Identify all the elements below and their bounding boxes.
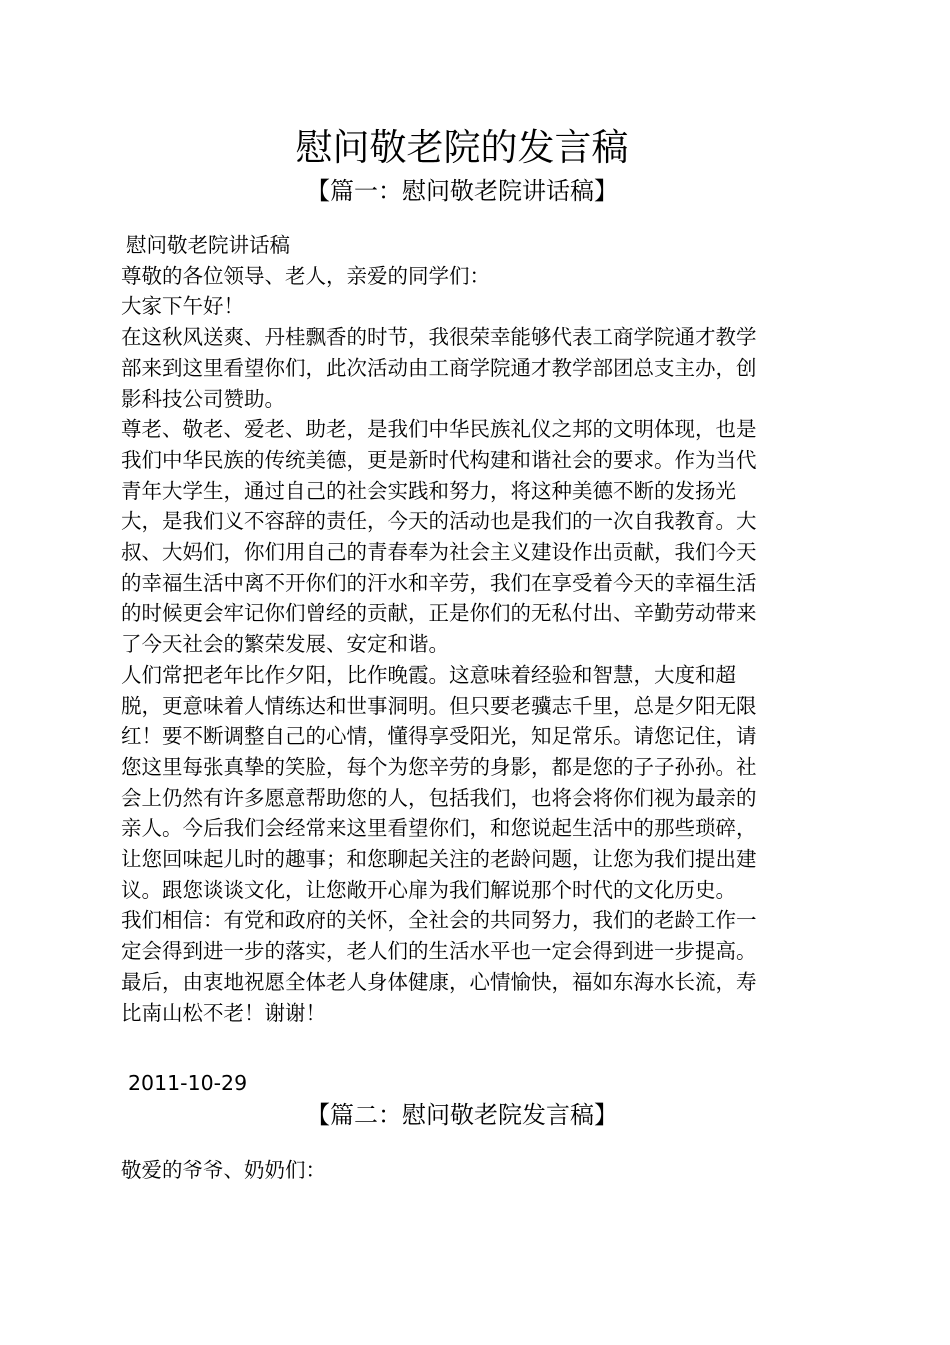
section-1-paragraph: 我们相信：有党和政府的关怀，全社会的共同努力，我们的老龄工作一定会得到进一步的落实，老人们的生活水平也一定会得到进一步提高。最后，由衷地祝愿全体老人身体健康，心情愉快，福如东海水长流，寿比南山松不老！谢谢！ <box>121 908 757 1025</box>
document-title: 慰问敬老院的发言稿 <box>295 126 629 169</box>
section-1-greeting: 大家下午好！ <box>121 294 244 319</box>
section-1-salutation: 尊敬的各位领导、老人，亲爱的同学们： <box>121 263 490 288</box>
section-1-heading: 【篇一：慰问敬老院讲话稿】 <box>306 177 618 205</box>
section-1-paragraph: 尊老、敬老、爱老、助老，是我们中华民族礼仪之邦的文明体现，也是我们中华民族的传统美德，更是新时代构建和谐社会的要求。作为当代青年大学生，通过自己的社会实践和努力，将这种美德不断的发扬光大，是我们义不容辞的责任，今天的活动也是我们的一次自我教育。大叔、大妈们，你们用自己的青春奉为社会主义建设作出贡献，我们今天的幸福生活中离不开你们的汗水和辛劳，我们在享受着今天的幸福生活的时候更会牢记你们曾经的贡献，正是你们的无私付出、辛勤劳动带来了今天社会的繁荣发展、安定和谐。 <box>121 417 757 657</box>
section-1-subtitle: 慰问敬老院讲话稿 <box>126 233 290 257</box>
section-2-salutation: 敬爱的爷爷、奶奶们： <box>121 1158 326 1182</box>
section-2-heading: 【篇二：慰问敬老院发言稿】 <box>306 1101 618 1129</box>
section-1-date: 2011-10-29 <box>128 1071 248 1095</box>
section-1-body <box>116 230 760 1028</box>
section-1-paragraph: 人们常把老年比作夕阳，比作晚霞。这意味着经验和智慧，大度和超脱，更意味着人情练达和世事洞明。但只要老骥志千里，总是夕阳无限红！要不断调整自己的心情，懂得享受阳光，知足常乐。请您记住，请您这里每张真挚的笑脸，每个为您辛劳的身影，都是您的子子孙孙。社会上仍然有许多愿意帮助您的人，包括我们，也将会将你们视为最亲的亲人。今后我们会经常来这里看望你们，和您说起生活中的那些琐碎，让您回味起儿时的趣事；和您聊起关注的老龄问题，让您为我们提出建议。跟您谈谈文化，让您敞开心扉为我们解说那个时代的文化历史。 <box>121 662 757 902</box>
section-1-paragraph: 在这秋风送爽、丹桂飘香的时节，我很荣幸能够代表工商学院通才教学部来到这里看望你们，此次活动由工商学院通才教学部团总支主办，创影科技公司赞助。 <box>121 325 757 411</box>
